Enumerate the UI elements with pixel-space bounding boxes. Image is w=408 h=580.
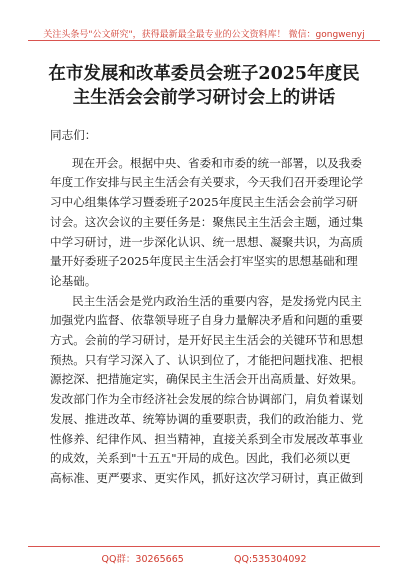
document-title	[20, 62, 388, 110]
title-line-2: 主生活会会前学习研讨会上的讲话	[72, 88, 336, 108]
header-promo-text: 关注头条号"公文研究"，获得最新最全最专业的公文资料库！ 微信：gongwenyj	[43, 30, 365, 40]
paragraph-line: 高标准、更严要求、更实作风，抓好这次学习研讨，真正做到	[50, 470, 364, 485]
footer-qq-group: QQ群：30265665	[101, 554, 184, 565]
paragraph-line: 发展、推进改革、统筹协调的重要职责，我们的政治能力、党	[50, 411, 364, 426]
paragraph-1	[50, 154, 362, 292]
paragraph-line: 年度工作安排与民主生活会有关要求，今天我们召开委理论学	[50, 175, 364, 190]
paragraph-line: 量开好委班子2025年度民主生活会打牢坚实的思想基础和理	[50, 254, 358, 269]
footer-bar	[28, 546, 380, 563]
paragraph-line: 现在开会。根据中央、省委和市委的统一部署，以及我委	[72, 155, 362, 170]
paragraph-line: 习中心组集体学习暨委班子2025年度民主生活会会前学习研	[50, 195, 358, 210]
title-line-1: 在市发展和改革委员会班子2025年度民	[48, 64, 360, 84]
paragraph-line: 的成效，关系到"十五五"开局的成色。因此，我们必须以更	[50, 451, 351, 466]
paragraph-line: 源挖深、把措施定实，确保民主生活会开出高质量、好效果。	[50, 372, 364, 387]
paragraph-line: 加强党内监督、依靠领导班子自身力量解决矛盾和问题的重要	[50, 313, 364, 328]
paragraph-line: 性修养、纪律作风、担当精神，直接关系到全市发展改革事业	[50, 431, 364, 446]
paragraph-line: 中学习研讨，进一步深化认识、统一思想、凝聚共识，为高质	[50, 234, 364, 249]
paragraph-line: 论基础。	[50, 273, 97, 288]
paragraph-line: 发改部门作为全市经济社会发展的综合协调部门，肩负着谋划	[50, 392, 364, 407]
paragraph-line: 讨会。这次会议的主要任务是：聚焦民主生活会主题，通过集	[50, 214, 364, 229]
paragraph-line: 方式。会前的学习研讨，是开好民主生活会的关键环节和思想	[50, 333, 364, 348]
paragraph-line: 民主生活会是党内政治生活的重要内容，是发扬党内民主	[72, 293, 362, 308]
footer-qq: QQ:535304092	[233, 554, 307, 565]
paragraph-line: 预热。只有学习深入了、认识到位了，才能把问题找准、把根	[50, 352, 364, 367]
header-bar	[28, 22, 380, 41]
document-body	[50, 126, 362, 489]
paragraph-2	[50, 292, 362, 489]
salutation: 同志们：	[50, 128, 97, 142]
